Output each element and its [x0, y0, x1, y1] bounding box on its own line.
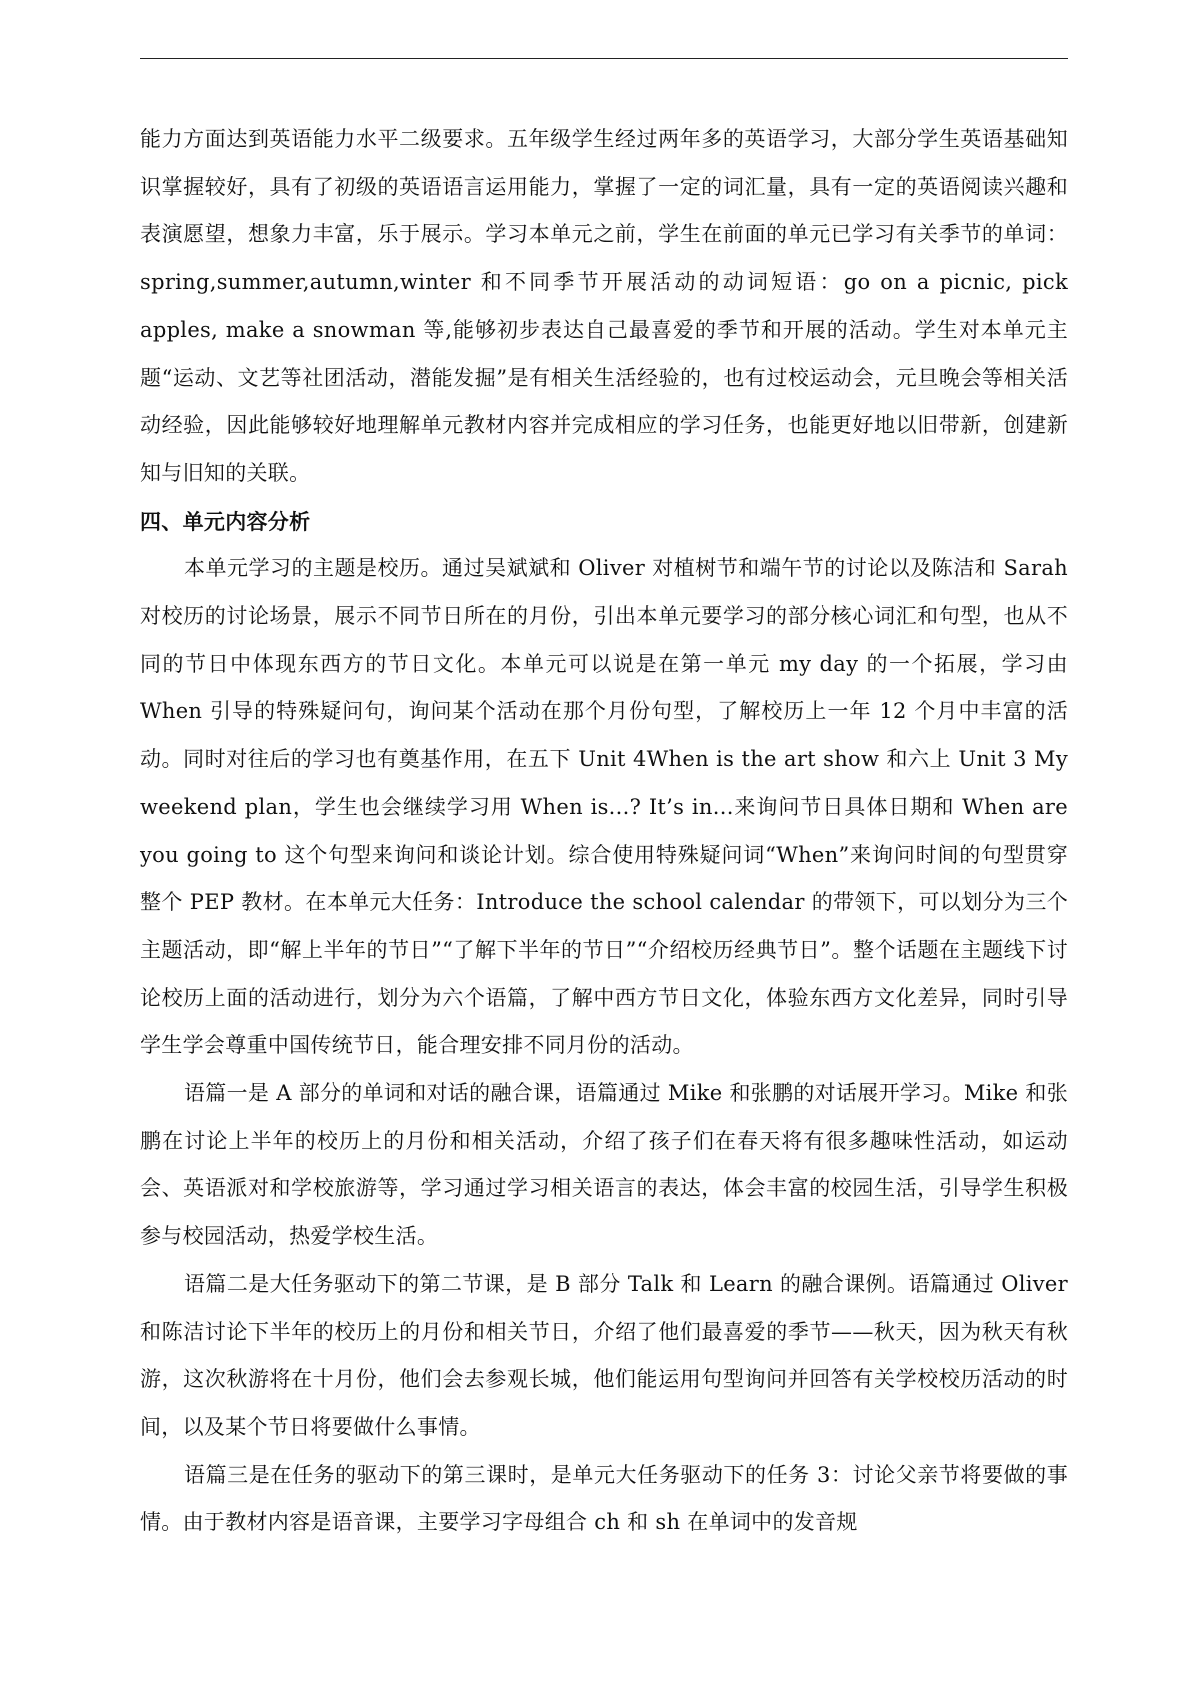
paragraph-unit-content: 本单元学习的主题是校历。通过吴斌斌和 Oliver 对植树节和端午节的讨论以及陈洁和 Sarah 对校历的讨论场景，展示不同节日所在的月份，引出本单元要学习的部分核心词汇和句型，也从不同的节日中体现东西方的节日文化。本单元可以说是在第一单元 my day 的一个拓展，学习由 When 引导的特殊疑问句，询问某个活动在那个月份句型，了解校历上一年 12 个月中丰富的活动。同时对往后的学习也有奠基作用，在五下 Unit 4When is the art show 和六上 Unit 3 My weekend plan，学生也会继续学习用 When is...? It’s in...来询问节日具体日期和 When are you going to 这个句型来询问和谈论计划。综合使用特殊疑问词“When”来询问时间的句型贯穿整个 PEP 教材。在本单元大任务：Introduce the school calendar 的带领下，可以划分为三个主题活动，即“解上半年的节日”“了解下半年的节日”“介绍校历经典节日”。整个话题在主题线下讨论校历上面的活动进行，划分为六个语篇，了解中西方节日文化，体验东西方文化差异，同时引导学生学会尊重中国传统节日，能合理安排不同月份的活动。 [140, 556, 1068, 1058]
section-heading: 四、单元内容分析 [140, 508, 311, 534]
header-rule [140, 58, 1068, 59]
paragraph-text-two: 语篇二是大任务驱动下的第二节课，是 B 部分 Talk 和 Learn 的融合课例。语篇通过 Oliver 和陈洁讨论下半年的校历上的月份和相关节日，介绍了他们最喜爱的季节——秋天，因为秋天有秋游，这次秋游将在十月份，他们会去参观长城，他们能运用句型询问并回答有关学校校历活动的时间，以及某个节日将要做什么事情。 [140, 1271, 1068, 1439]
paragraph-text-three: 语篇三是在任务的驱动下的第三课时，是单元大任务驱动下的任务 3：讨论父亲节将要做的事情。由于教材内容是语音课，主要学习字母组合 ch 和 sh 在单词中的发音规 [140, 1462, 1068, 1535]
paragraph-learner-analysis: 能力方面达到英语能力水平二级要求。五年级学生经过两年多的英语学习，大部分学生英语基础知识掌握较好，具有了初级的英语语言运用能力，掌握了一定的词汇量，具有一定的英语阅读兴趣和表演愿望，想象力丰富，乐于展示。学习本单元之前，学生在前面的单元已学习有关季节的单词：spring,summer,autumn,winter 和不同季节开展活动的动词短语：go on a picnic, pick apples, make a snowman 等,能够初步表达自己最喜爱的季节和开展的活动。学生对本单元主题“运动、文艺等社团活动，潜能发掘”是有相关生活经验的，也有过校运动会，元旦晚会等相关活动经验，因此能够较好地理解单元教材内容并完成相应的学习任务，也能更好地以旧带新，创建新知与旧知的关联。 [140, 127, 1068, 485]
paragraph-text-one: 语篇一是 A 部分的单词和对话的融合课，语篇通过 Mike 和张鹏的对话展开学习。Mike 和张鹏在讨论上半年的校历上的月份和相关活动，介绍了孩子们在春天将有很多趣味性活动，如运动会、英语派对和学校旅游等，学习通过学习相关语言的表达，体会丰富的校园生活，引导学生积极参与校园活动，热爱学校生活。 [140, 1081, 1068, 1249]
document-body [140, 116, 1068, 1547]
